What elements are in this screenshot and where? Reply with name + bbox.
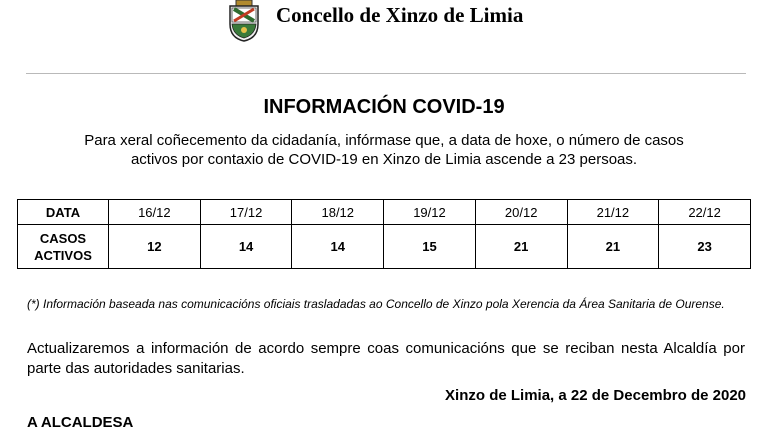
cases-header	[18, 225, 109, 269]
date-cell: 21/12	[567, 200, 659, 225]
date-header: DATA	[18, 200, 109, 225]
date-cell: 22/12	[659, 200, 751, 225]
page-title: INFORMACIÓN COVID-19	[263, 96, 505, 118]
cases-cell: 14	[200, 225, 292, 269]
page-header	[0, 0, 768, 48]
date-cell: 18/12	[292, 200, 384, 225]
signer-title: A ALCALDESA	[27, 414, 134, 431]
cases-header-line-2: ACTIVOS	[34, 247, 92, 263]
cases-cell: 23	[659, 225, 751, 269]
source-footnote: (*) Información baseada nas comunicacións oficiais trasladadas ao Concello de Xinzo pola Xerencia da Área Sanitaria de Ourense.	[27, 297, 725, 311]
table-row-dates	[18, 200, 751, 225]
cases-cell: 21	[475, 225, 567, 269]
intro-paragraph	[40, 131, 728, 169]
date-cell: 17/12	[200, 200, 292, 225]
cases-cell: 21	[567, 225, 659, 269]
update-paragraph: Actualizaremos a información de acordo sempre coas comunicacións que se reciban nesta Alcaldía por parte das autoridades sanitarias.	[27, 340, 745, 377]
intro-line-2: activos por contaxio de COVID-19 en Xinzo de Limia ascende a 23 persoas.	[130, 151, 638, 168]
cases-cell: 14	[292, 225, 384, 269]
date-cell: 20/12	[475, 200, 567, 225]
date-cell: 16/12	[109, 200, 201, 225]
active-cases-table	[17, 199, 751, 269]
organization-name: Concello de Xinzo de Limia	[276, 3, 524, 27]
cases-cell: 15	[384, 225, 476, 269]
cases-header-line-1: CASOS	[39, 230, 87, 246]
intro-line-1: Para xeral coñecemento da cidadanía, infórmase que, a data de hoxe, o número de casos	[84, 132, 684, 149]
coat-of-arms-icon	[227, 0, 261, 42]
date-cell: 19/12	[384, 200, 476, 225]
header-divider	[26, 73, 746, 74]
place-and-date: Xinzo de Limia, a 22 de Decembro de 2020	[445, 387, 746, 404]
table-row-cases	[18, 225, 751, 269]
cases-cell: 12	[109, 225, 201, 269]
